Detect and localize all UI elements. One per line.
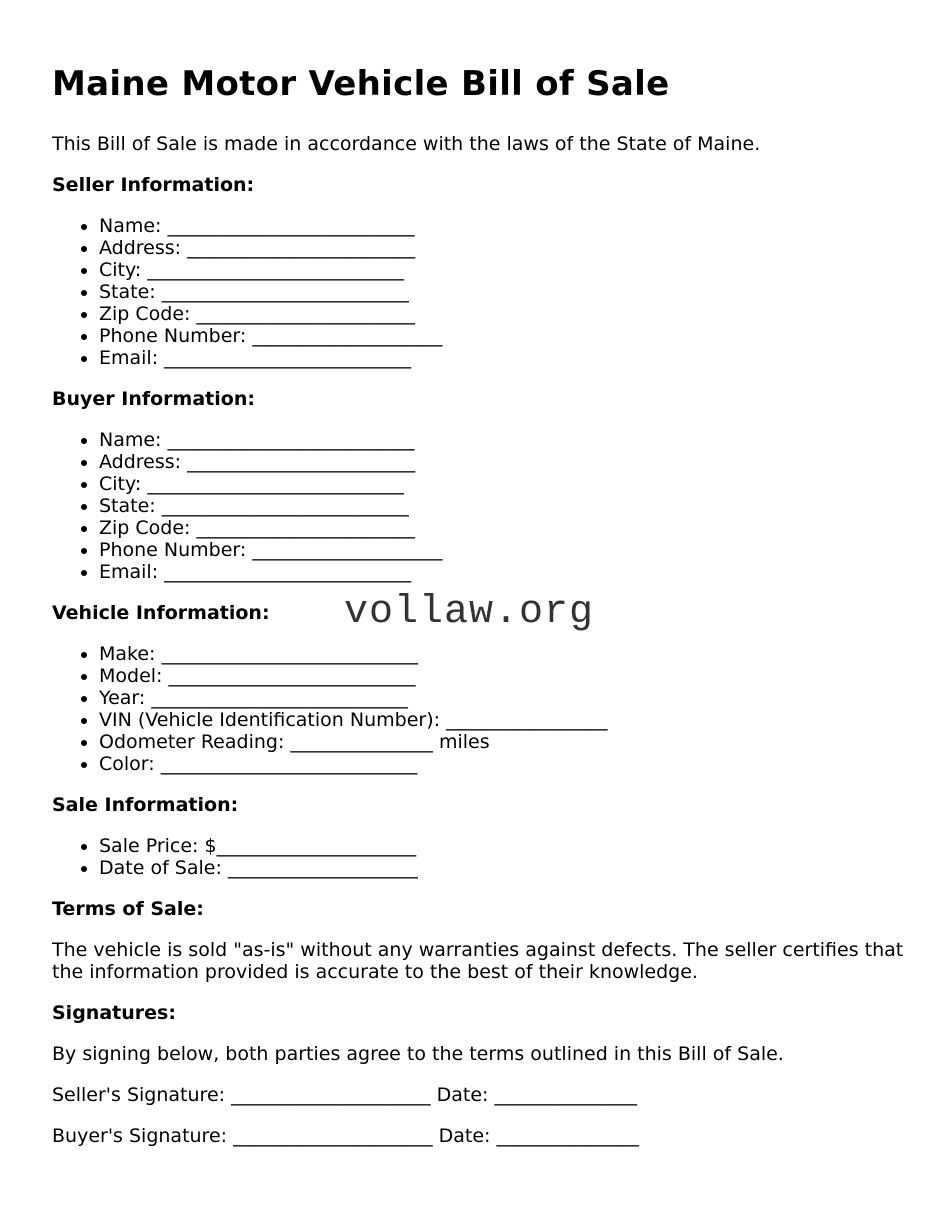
field-label: Name: [99,428,168,451]
watermark-text: vollaw.org [344,590,595,635]
buyer-name-blank[interactable]: __________________________ [167,428,415,451]
field-label: Date of Sale: [99,856,228,879]
vehicle-color-item [99,753,913,775]
signatures-intro-text: By signing below, both parties agree to the terms outlined in this Bill of Sale. [52,1042,784,1065]
buyer-section-heading: Buyer Information: [52,387,255,410]
field-label: City: [99,472,148,495]
buyer-phone-blank[interactable]: ____________________ [252,538,443,561]
field-label: Sale Price: $ [99,834,217,857]
vehicle-model-blank[interactable]: __________________________ [168,664,416,687]
buyer-email-blank[interactable]: __________________________ [164,560,412,583]
field-label: Zip Code: [99,516,197,539]
buyer-signature-row [52,1125,913,1147]
buyer-date-blank[interactable]: _______________ [496,1124,639,1147]
buyer-city-item [99,473,913,495]
field-label: Address: [99,450,188,473]
vehicle-year-item [99,687,913,709]
seller-state-item [99,281,913,303]
buyer-zip-item [99,517,913,539]
buyer-address-item [99,451,913,473]
seller-city-item [99,259,913,281]
buyer-state-blank[interactable]: __________________________ [161,494,409,517]
vehicle-year-blank[interactable]: ___________________________ [151,686,408,709]
seller-zip-blank[interactable]: _______________________ [196,302,415,325]
seller-zip-item [99,303,913,325]
vehicle-vin-item [99,709,913,731]
buyer-name-item [99,429,913,451]
field-label: Odometer Reading: [99,730,291,753]
seller-state-blank[interactable]: __________________________ [161,280,409,303]
vehicle-odometer-item [99,731,913,753]
field-label: Year: [99,686,152,709]
seller-name-blank[interactable]: __________________________ [167,214,415,237]
seller-email-blank[interactable]: __________________________ [164,346,412,369]
field-label: City: [99,258,148,281]
field-label: Email: [99,560,165,583]
seller-name-item [99,215,913,237]
vehicle-color-blank[interactable]: ___________________________ [160,752,418,775]
seller-address-blank[interactable]: ________________________ [187,236,416,259]
sale-price-item [99,835,913,857]
seller-address-item [99,237,913,259]
page-title: Maine Motor Vehicle Bill of Sale [52,64,670,104]
terms-section-heading: Terms of Sale: [52,897,204,920]
field-label: Color: [99,752,161,775]
vehicle-make-blank[interactable]: ___________________________ [161,642,418,665]
seller-signature-row [52,1084,913,1106]
seller-city-blank[interactable]: ___________________________ [147,258,404,281]
vehicle-vin-blank[interactable]: _________________ [446,708,608,731]
field-suffix: miles [432,730,490,753]
intro-text: This Bill of Sale is made in accordance with the laws of the State of Maine. [52,132,761,155]
field-label: State: [99,494,162,517]
sale-price-blank[interactable]: _____________________ [216,834,417,857]
field-label: Email: [99,346,165,369]
terms-text: The vehicle is sold "as-is" without any warranties against defects. The seller certifies that the information provided is accurate to the best of their knowledge. [52,938,904,983]
field-label: Model: [99,664,169,687]
field-label: Make: [99,642,162,665]
buyer-field-list [52,429,913,583]
sale-section-heading: Sale Information: [52,793,239,816]
seller-date-label: Date: [430,1083,495,1106]
seller-date-blank[interactable]: _______________ [494,1083,637,1106]
sale-field-list [52,835,913,879]
sale-date-blank[interactable]: ____________________ [227,856,418,879]
buyer-phone-item [99,539,913,561]
field-label: Name: [99,214,168,237]
buyer-date-label: Date: [432,1124,497,1147]
field-label: Phone Number: [99,324,253,347]
seller-signature-blank[interactable]: _____________________ [231,1083,431,1106]
seller-field-list [52,215,913,369]
buyer-zip-blank[interactable]: _______________________ [196,516,415,539]
seller-phone-blank[interactable]: ____________________ [252,324,443,347]
buyer-email-item [99,561,913,583]
seller-email-item [99,347,913,369]
buyer-signature-blank[interactable]: _____________________ [233,1124,433,1147]
field-label: Zip Code: [99,302,197,325]
buyer-city-blank[interactable]: ___________________________ [147,472,404,495]
field-label: Phone Number: [99,538,253,561]
seller-phone-item [99,325,913,347]
field-label: State: [99,280,162,303]
vehicle-section-heading: Vehicle Information: [52,601,270,624]
sale-date-item [99,857,913,879]
buyer-address-blank[interactable]: ________________________ [187,450,416,473]
signatures-section-heading: Signatures: [52,1001,176,1024]
vehicle-odometer-blank[interactable]: _______________ [290,730,433,753]
vehicle-model-item [99,665,913,687]
field-label: VIN (Vehicle Identification Number): [99,708,447,731]
vehicle-make-item [99,643,913,665]
field-label: Address: [99,236,188,259]
buyer-state-item [99,495,913,517]
buyer-signature-label: Buyer's Signature: [52,1124,234,1147]
vehicle-field-list [52,643,913,775]
seller-section-heading: Seller Information: [52,173,255,196]
seller-signature-label: Seller's Signature: [52,1083,232,1106]
